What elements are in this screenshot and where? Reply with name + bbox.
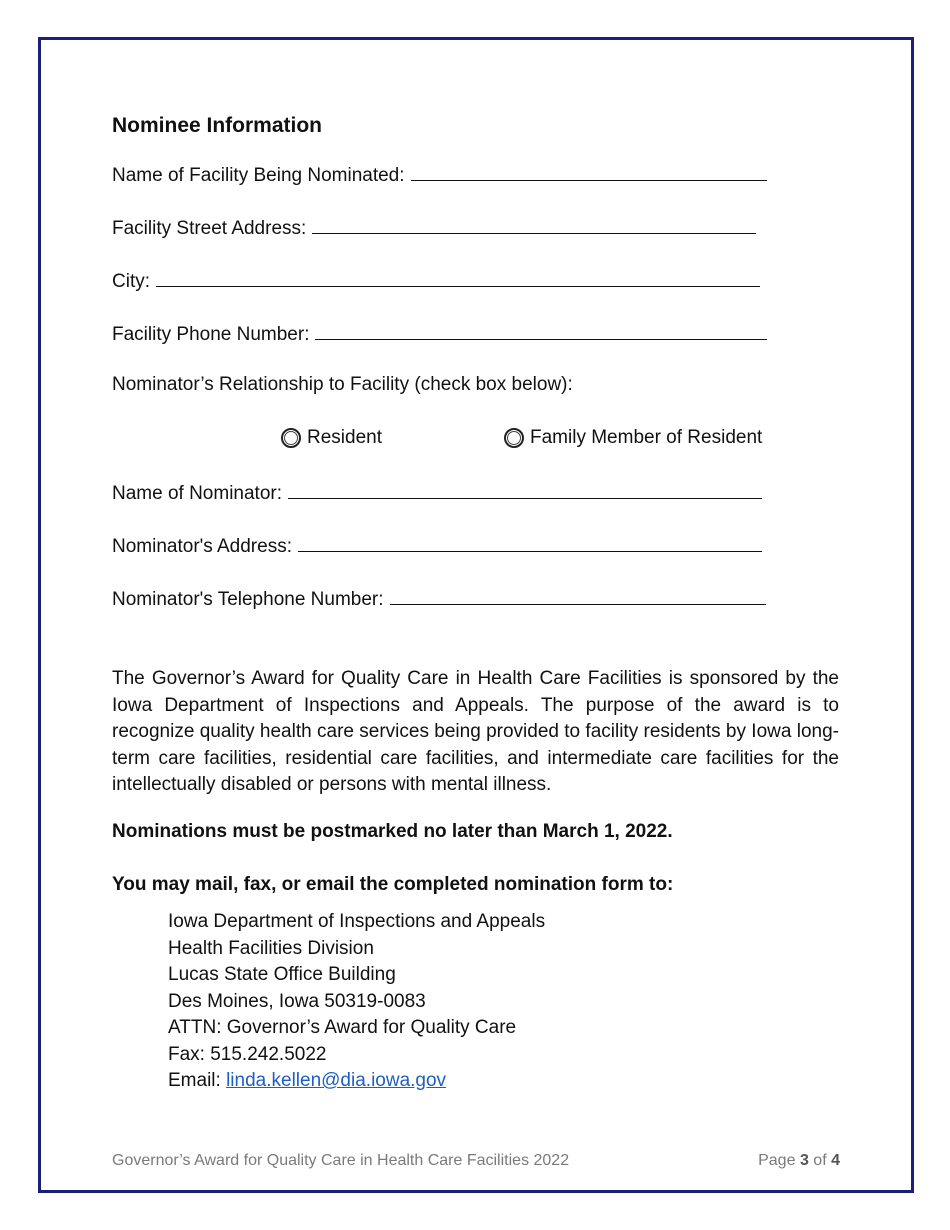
address-line-3: Lucas State Office Building [168, 964, 396, 985]
nominator-name-label: Name of Nominator: [112, 483, 283, 504]
address-line-1: Iowa Department of Inspections and Appeals [168, 911, 546, 932]
send-to-heading: You may mail, fax, or email the completed nomination form to: [112, 874, 674, 895]
of-word: of [813, 1152, 827, 1169]
page-number [758, 1152, 840, 1170]
award-description: The Governor’s Award for Quality Care in Health Care Facilities is sponsored by the Iowa Department of Inspections and Appeals. The purpose of the award is to recognize quality health care services being provided to facility residents by Iowa long-term care facilities, residential care facilities, and intermediate care facilities for the intellectually disabled or persons with mental illness. [112, 668, 839, 795]
option-family[interactable] [504, 427, 762, 449]
nominator-address-field [112, 533, 762, 558]
email-row [168, 1068, 545, 1095]
nominator-name-field [112, 480, 762, 505]
nominator-phone-input-line[interactable] [390, 586, 766, 605]
facility-name-label: Name of Facility Being Nominated: [112, 165, 405, 186]
address-line-5: ATTN: Governor’s Award for Quality Care [168, 1017, 517, 1038]
deadline-notice: Nominations must be postmarked no later than March 1, 2022. [112, 821, 673, 842]
footer-title: Governor’s Award for Quality Care in Health Care Facilities 2022 [112, 1152, 570, 1169]
resident-checkbox-icon[interactable] [281, 428, 301, 448]
facility-address-input-line[interactable] [312, 215, 756, 234]
email-label: Email: [168, 1070, 221, 1091]
resident-label: Resident [307, 427, 382, 448]
page-total: 4 [831, 1152, 840, 1169]
facility-name-field [112, 162, 767, 187]
facility-address-label: Facility Street Address: [112, 218, 307, 239]
relationship-prompt: Nominator’s Relationship to Facility (check box below): [112, 374, 573, 395]
section-title: Nominee Information [112, 114, 323, 137]
email-link[interactable]: linda.kellen@dia.iowa.gov [226, 1070, 447, 1091]
city-input-line[interactable] [156, 268, 760, 287]
family-label: Family Member of Resident [530, 427, 763, 448]
facility-name-input-line[interactable] [411, 162, 767, 181]
nominator-phone-label: Nominator's Telephone Number: [112, 589, 384, 610]
family-checkbox-icon[interactable] [504, 428, 524, 448]
nominator-name-input-line[interactable] [288, 480, 762, 499]
nominator-address-label: Nominator's Address: [112, 536, 292, 557]
address-line-4: Des Moines, Iowa 50319-0083 [168, 990, 426, 1012]
city-label: City: [112, 271, 150, 292]
address-line-2: Health Facilities Division [168, 937, 374, 959]
mailing-address [168, 909, 545, 1095]
fax-number: Fax: 515.242.5022 [168, 1043, 327, 1065]
facility-phone-input-line[interactable] [315, 321, 767, 340]
page-current: 3 [799, 1152, 809, 1169]
nominator-phone-field [112, 586, 766, 611]
facility-phone-field [112, 321, 767, 346]
facility-phone-label: Facility Phone Number: [112, 324, 310, 345]
nominator-address-input-line[interactable] [298, 533, 762, 552]
facility-address-field [112, 215, 756, 240]
option-resident[interactable] [281, 427, 382, 449]
city-field [112, 268, 760, 293]
page-word: Page [758, 1152, 796, 1169]
